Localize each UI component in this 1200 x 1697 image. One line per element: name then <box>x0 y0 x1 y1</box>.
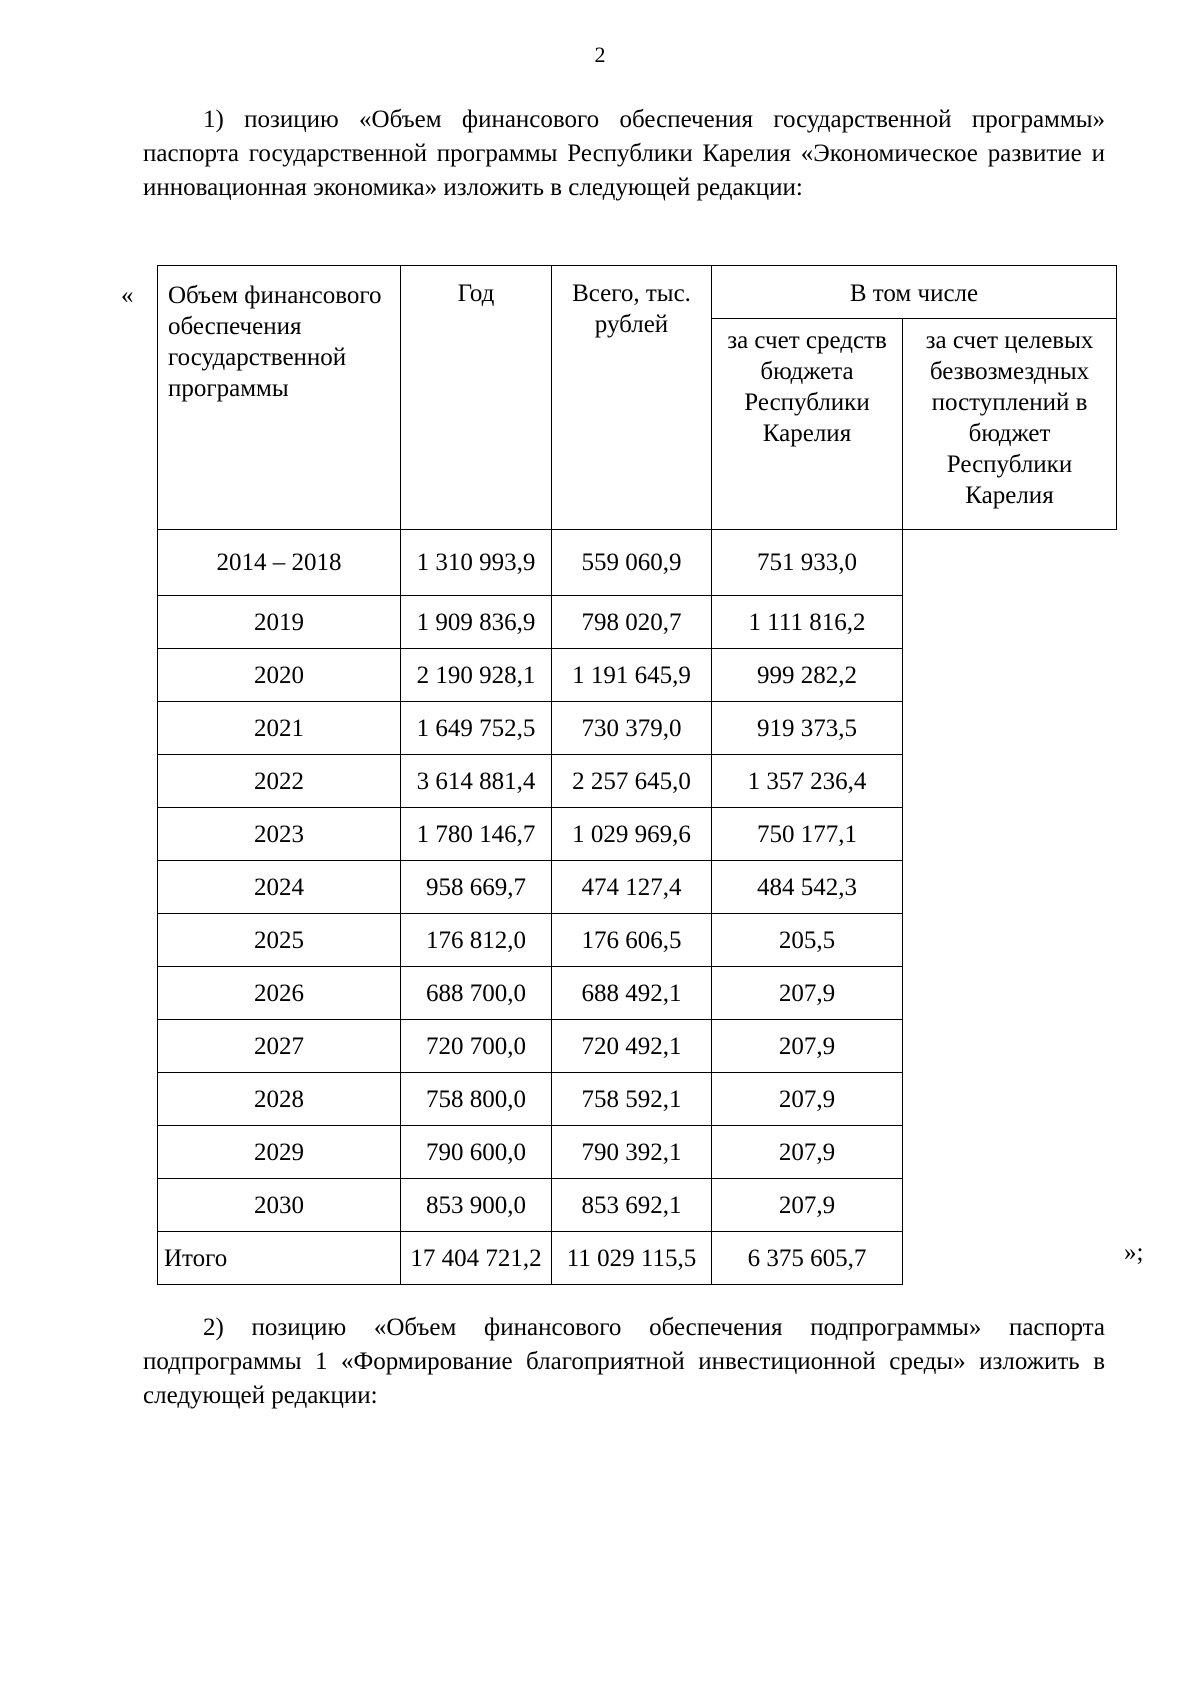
header-total: Всего, тыс. рублей <box>552 266 712 530</box>
cell-budget: 559 060,9 <box>552 530 712 596</box>
cell-year: 2026 <box>158 967 401 1020</box>
cell-grants: 751 933,0 <box>712 530 903 596</box>
cell-total: 790 600,0 <box>401 1126 552 1179</box>
cell-budget: 1 191 645,9 <box>552 649 712 702</box>
table-row <box>158 649 1117 702</box>
cell-grants: 207,9 <box>712 1073 903 1126</box>
opening-quote: « <box>121 282 134 309</box>
cell-total: 758 800,0 <box>401 1073 552 1126</box>
cell-budget: 1 029 969,6 <box>552 808 712 861</box>
cell-grants: 207,9 <box>712 967 903 1020</box>
cell-grants: 919 373,5 <box>712 702 903 755</box>
cell-total: 720 700,0 <box>401 1020 552 1073</box>
table-row <box>158 808 1117 861</box>
page-number: 2 <box>594 42 606 67</box>
table-total-row <box>158 1232 1117 1285</box>
table-row <box>158 596 1117 649</box>
total-total: 17 404 721,2 <box>401 1232 552 1285</box>
row-label-cell: Объем финансового обеспечения государственной программы <box>158 266 401 530</box>
cell-grants: 205,5 <box>712 914 903 967</box>
cell-grants: 484 542,3 <box>712 861 903 914</box>
table-row <box>158 861 1117 914</box>
cell-total: 1 310 993,9 <box>401 530 552 596</box>
table-row <box>158 1179 1117 1232</box>
header-budget: за счет средств бюджета Республики Карелия <box>712 319 903 530</box>
table-row <box>158 1073 1117 1126</box>
cell-total: 1 909 836,9 <box>401 596 552 649</box>
cell-total: 2 190 928,1 <box>401 649 552 702</box>
cell-budget: 474 127,4 <box>552 861 712 914</box>
cell-budget: 730 379,0 <box>552 702 712 755</box>
cell-total: 1 649 752,5 <box>401 702 552 755</box>
cell-year: 2027 <box>158 1020 401 1073</box>
total-budget: 11 029 115,5 <box>552 1232 712 1285</box>
cell-year: 2020 <box>158 649 401 702</box>
cell-year: 2024 <box>158 861 401 914</box>
cell-year: 2022 <box>158 755 401 808</box>
cell-budget: 720 492,1 <box>552 1020 712 1073</box>
header-including: В том числе <box>712 266 1117 319</box>
closing-quote: »; <box>1124 1239 1144 1266</box>
cell-year: 2029 <box>158 1126 401 1179</box>
cell-grants: 207,9 <box>712 1126 903 1179</box>
table-row <box>158 1020 1117 1073</box>
cell-grants: 999 282,2 <box>712 649 903 702</box>
table-row <box>158 1126 1117 1179</box>
total-grants: 6 375 605,7 <box>712 1232 903 1285</box>
cell-total: 853 900,0 <box>401 1179 552 1232</box>
header-year: Год <box>401 266 552 530</box>
cell-year: 2025 <box>158 914 401 967</box>
cell-budget: 2 257 645,0 <box>552 755 712 808</box>
cell-total: 958 669,7 <box>401 861 552 914</box>
cell-budget: 176 606,5 <box>552 914 712 967</box>
table-row <box>158 530 1117 596</box>
cell-year: 2028 <box>158 1073 401 1126</box>
cell-budget: 853 692,1 <box>552 1179 712 1232</box>
cell-grants: 750 177,1 <box>712 808 903 861</box>
header-grants: за счет целевых безвозмездных поступлений в бюджет Республики Карелия <box>903 319 1117 530</box>
cell-total: 1 780 146,7 <box>401 808 552 861</box>
cell-grants: 207,9 <box>712 1179 903 1232</box>
cell-total: 176 812,0 <box>401 914 552 967</box>
cell-year: 2030 <box>158 1179 401 1232</box>
total-label: Итого <box>158 1232 401 1285</box>
cell-total: 688 700,0 <box>401 967 552 1020</box>
paragraph-1-text: 1) позицию «Объем финансового обеспечения государственной программы» паспорта государственной программы Республики Карелия «Экономическое развитие и инновационная экономика» изложить в следующей редакции: <box>143 106 1105 201</box>
cell-grants: 207,9 <box>712 1020 903 1073</box>
cell-budget: 758 592,1 <box>552 1073 712 1126</box>
table-row <box>158 702 1117 755</box>
table-row <box>158 967 1117 1020</box>
paragraph-2-text: 2) позицию «Объем финансового обеспечения подпрограммы» паспорта подпрограммы 1 «Формирование благоприятной инвестиционной среды» изложить в следующей редакции: <box>143 1314 1105 1409</box>
table-row <box>158 755 1117 808</box>
paragraph-1 <box>143 103 1105 205</box>
cell-year: 2014 – 2018 <box>158 530 401 596</box>
cell-budget: 688 492,1 <box>552 967 712 1020</box>
cell-year: 2019 <box>158 596 401 649</box>
cell-year: 2023 <box>158 808 401 861</box>
paragraph-2 <box>143 1311 1105 1413</box>
cell-total: 3 614 881,4 <box>401 755 552 808</box>
cell-budget: 790 392,1 <box>552 1126 712 1179</box>
financing-table <box>157 265 1117 1285</box>
cell-grants: 1 357 236,4 <box>712 755 903 808</box>
cell-budget: 798 020,7 <box>552 596 712 649</box>
cell-year: 2021 <box>158 702 401 755</box>
cell-grants: 1 111 816,2 <box>712 596 903 649</box>
table-row <box>158 914 1117 967</box>
